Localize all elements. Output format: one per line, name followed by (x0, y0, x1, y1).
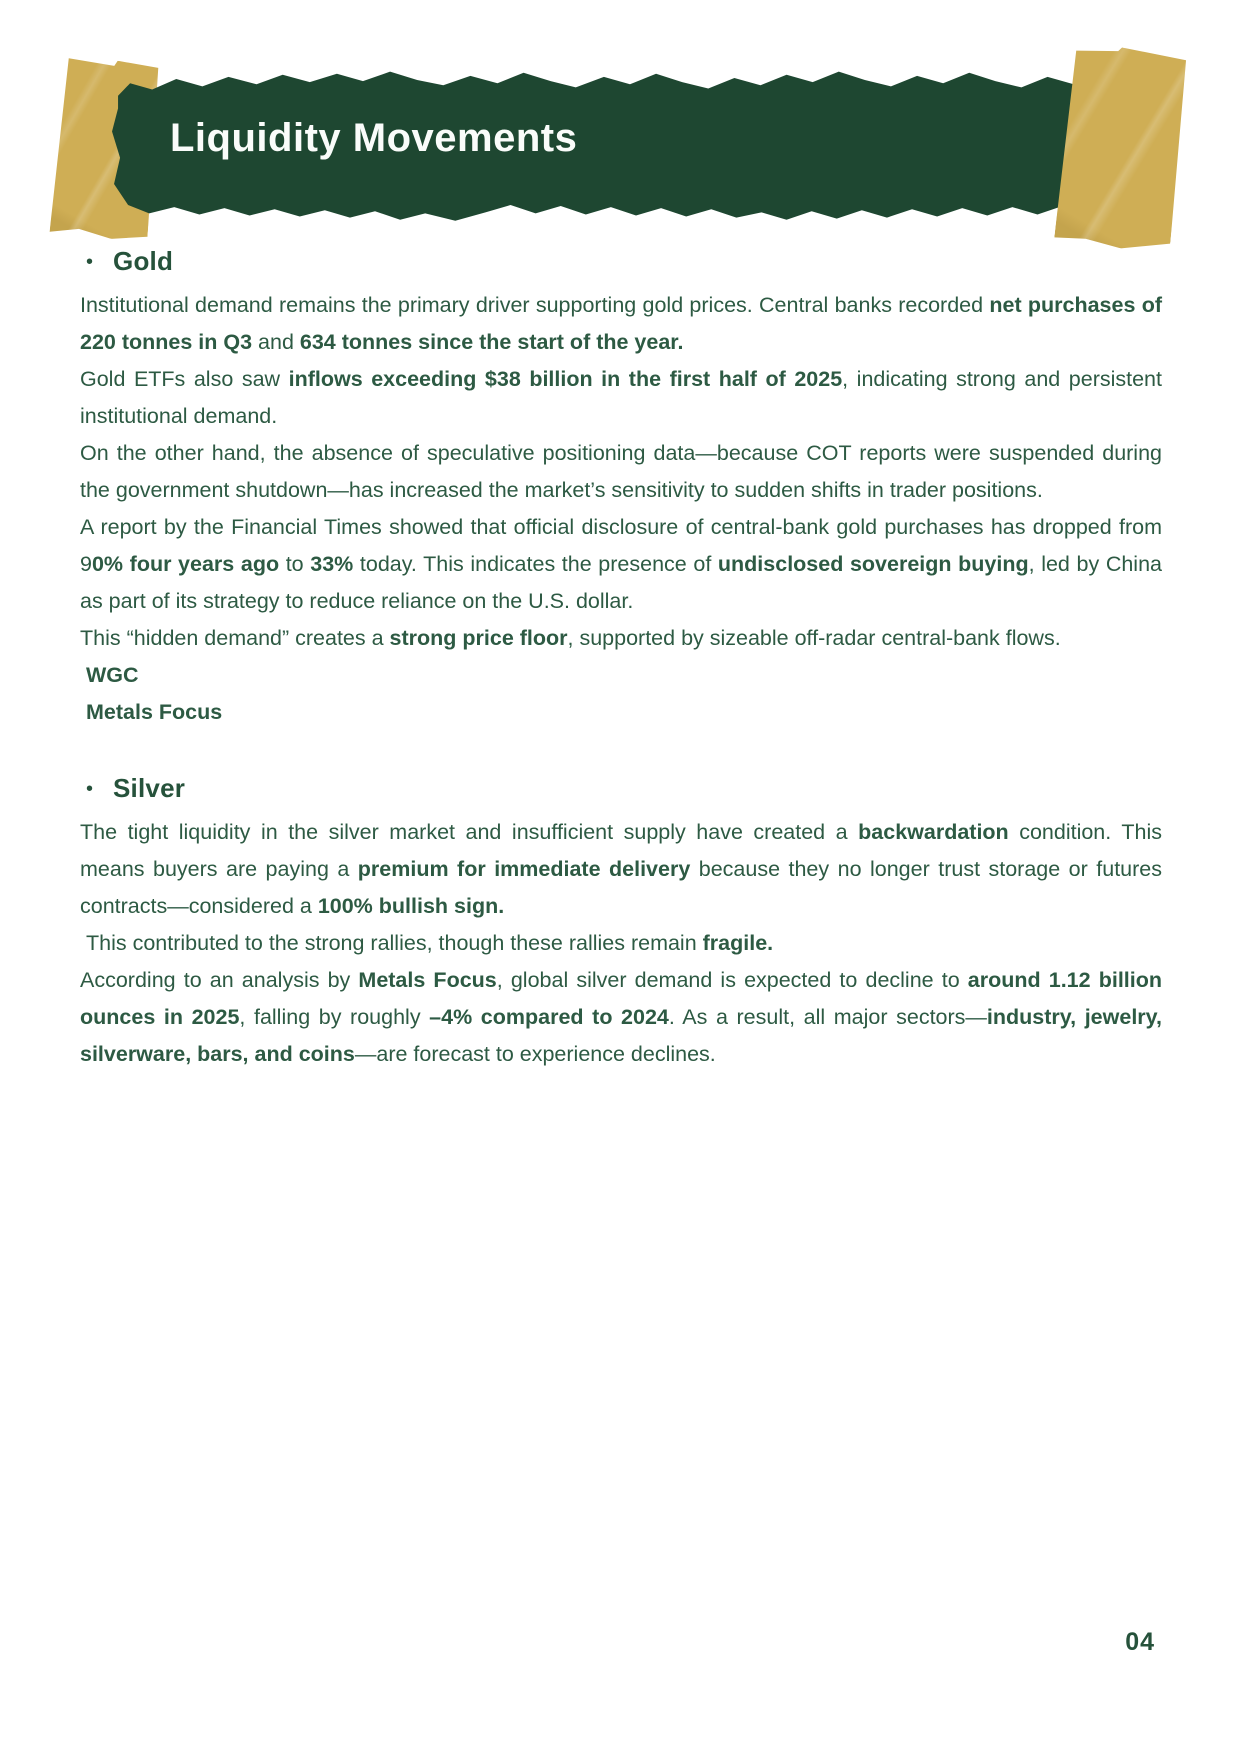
page-number: 04 (1125, 1628, 1155, 1656)
paragraph: According to an analysis by Metals Focus, global silver demand is expected to decline to around 1.12 billion ounces in 2025, falling by roughly –4% compared to 2024. As a result, all major sectors—industry, jewelry, silverware, bars, and coins—are forecast to experience declines. (80, 968, 1168, 1066)
paragraph: Gold ETFs also saw inflows exceeding $38 billion in the first half of 2025, indicating strong and persistent institutional demand. (80, 367, 1168, 428)
section-heading-gold (86, 246, 1162, 277)
section-title: Silver (113, 773, 186, 803)
bullet-icon: • (86, 251, 94, 273)
content-area (0, 246, 1241, 1073)
paragraph: On the other hand, the absence of speculative positioning data—because COT reports were suspended during the government shutdown—has increased the market’s sensitivity to sudden shifts in trader positions. (80, 441, 1168, 502)
paragraph: WGC (80, 663, 139, 687)
page-title: Liquidity Movements (170, 116, 578, 160)
paragraph: A report by the Financial Times showed that official disclosure of central-bank gold purchases has dropped from 90% four years ago to 33% today. This indicates the presence of undisclosed sovereign buying, led by China as part of its strategy to reduce reliance on the U.S. dollar. (80, 515, 1168, 613)
tape-right-decoration (1054, 42, 1190, 253)
header-banner (0, 0, 1241, 258)
paragraph: This contributed to the strong rallies, though these rallies remain fragile. (80, 931, 774, 955)
section-title: Gold (113, 246, 174, 276)
section-silver (80, 773, 1168, 1073)
bullet-icon: • (86, 778, 94, 800)
section-heading-silver (86, 773, 1162, 804)
paragraph: This “hidden demand” creates a strong price floor, supported by sizeable off-radar central-bank flows. (80, 626, 1061, 650)
paragraph: Metals Focus (80, 700, 223, 724)
paragraph: The tight liquidity in the silver market and insufficient supply have created a backwardation condition. This means buyers are paying a premium for immediate delivery because they no longer trust storage or futures contracts—considered a 100% bullish sign. (80, 820, 1168, 918)
section-gold (80, 246, 1168, 731)
paragraph: Institutional demand remains the primary driver supporting gold prices. Central banks recorded net purchases of 220 tonnes in Q3 and 634 tonnes since the start of the year. (80, 293, 1168, 354)
